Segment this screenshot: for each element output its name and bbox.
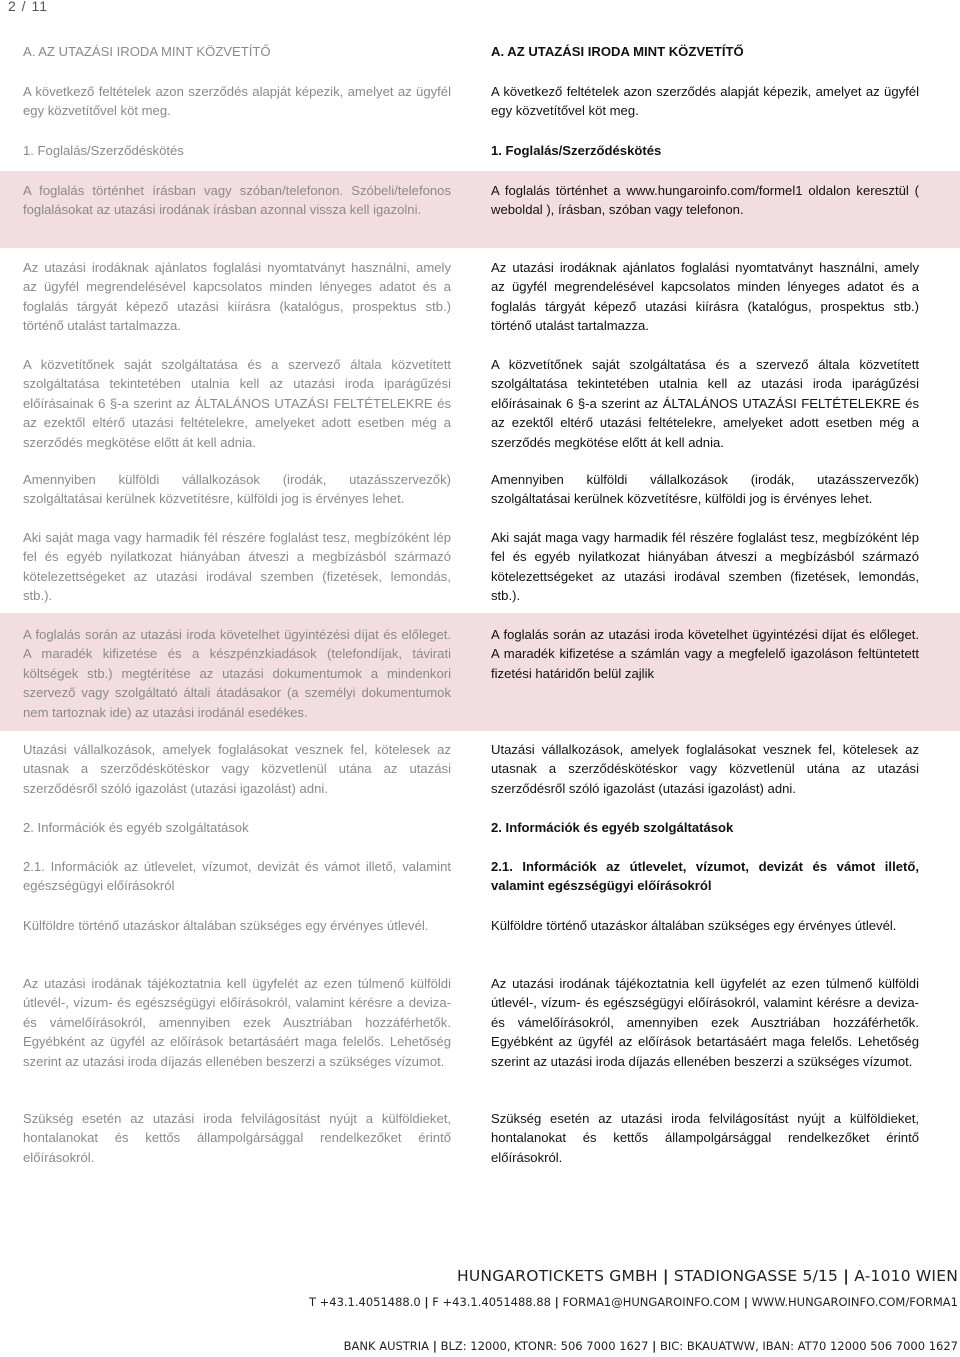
footer-separator: | (424, 1295, 429, 1309)
right-paragraph-third-party: Aki saját maga vagy harmadik fél részére foglalást tesz, megbízóként lép fel és egyéb nyilatkozat hiányában átveszi a megbízásból származó kötelezettségeket az utazási irodával szemben (fizetések, lemondás, stb.). (491, 530, 919, 604)
footer-contact (309, 1295, 958, 1309)
right-section-1-title: 1. Foglalás/Szerződéskötés (491, 143, 662, 158)
footer-separator: | (432, 1339, 437, 1353)
footer-bank (344, 1339, 958, 1353)
left-paragraph-form: Az utazási irodáknak ajánlatos foglalási nyomtatványt használni, amely az ügyfél megrendelésével kapcsolatos minden lényeges adatot és a foglalás tárgyát képező utazási kiírásra (katalógus, prospektus stb.) történő utalást tartalmazza. (23, 260, 451, 334)
footer-company-name: HUNGAROTICKETS GMBH (457, 1267, 658, 1285)
right-section-2-title: 2. Információk és egyéb szolgáltatások (491, 820, 734, 835)
footer-city: A-1010 WIEN (854, 1267, 958, 1285)
page-number: 2 / 11 (8, 0, 48, 14)
footer-separator: | (662, 1267, 669, 1285)
footer-company-address (457, 1267, 958, 1285)
footer-bank-account: BLZ: 12000, KTONR: 506 7000 1627 (440, 1339, 649, 1353)
footer-separator: | (843, 1267, 850, 1285)
left-paragraph-third-party: Aki saját maga vagy harmadik fél részére foglalást tesz, megbízóként lép fel és egyéb nyilatkozat hiányában átveszi a megbízásból származó kötelezettségeket az utazási irodával szemben (fizetések, lemondás, stb.). (23, 530, 451, 604)
footer-fax: F +43.1.4051488.88 (432, 1295, 551, 1309)
footer-bank-name: BANK AUSTRIA (343, 1339, 430, 1353)
footer-website-link[interactable]: WWW.HUNGAROINFO.COM/FORMA1 (751, 1295, 958, 1309)
right-paragraph-booking: A foglalás történhet a www.hungaroinfo.com/formel1 oldalon keresztül ( weboldal ), írásban, szóban vagy telefonon. (491, 183, 919, 218)
right-paragraph-foreign: Amennyiben külföldi vállalkozások (irodák, utazásszervezők) szolgáltatásai kerülnek közvetítésre, külföldi jog is érvényes lehet. (491, 472, 919, 507)
left-paragraph-passport: Külföldre történő utazáskor általában szükséges egy érvényes útlevél. (23, 918, 429, 933)
footer-email-link[interactable]: FORMA1@HUNGAROINFO.COM (562, 1295, 741, 1309)
footer-street: STADIONGASSE 5/15 (673, 1267, 839, 1285)
left-paragraph-service: A közvetítőnek saját szolgáltatása és a szervező általa közvetített szolgáltatása tekintetében utalnia kell az utazási iroda iparágűzési előírásainak 6 §-a szerint az ÁLTALÁNOS UTAZÁSI FELTÉTELEKRE és az ezektől eltérő utazási feltételekre, amelyeket adott esetben még a szerződés megkötése előtt át kell adnia. (23, 357, 451, 450)
left-paragraph-confirmation: Utazási vállalkozások, amelyek foglalásokat vesznek fel, kötelesek az utasnak a szerződéskötéskor vagy közvetlenül utána az utazási szerződésről szóló igazolást (utazási igazolást) adni. (23, 742, 451, 796)
right-paragraph-confirmation: Utazási vállalkozások, amelyek foglalásokat vesznek fel, kötelesek az utasnak a szerződéskötéskor vagy közvetlenül utána az utazási szerződésről szóló igazolást (utazási igazolást) adni. (491, 742, 919, 796)
left-section-2-title: 2. Információk és egyéb szolgáltatások (23, 820, 249, 835)
right-paragraph-dual-citizenship: Szükség esetén az utazási iroda felvilágosítást nyújt a külföldieket, hontalanokat és kettős állampolgársággal rendelkezőket érintő előírásokról. (491, 1111, 919, 1165)
right-paragraph-fee: A foglalás során az utazási iroda követelhet ügyintézési díjat és előleget. A maradék kifizetése a számlán vagy a megfelelő igazoláson feltüntetett fizetési határidőn belül zajlik (491, 627, 919, 681)
footer-separator: | (554, 1295, 559, 1309)
left-heading: A. AZ UTAZÁSI IRODA MINT KÖZVETÍTŐ (23, 44, 271, 59)
left-paragraph-foreign: Amennyiben külföldi vállalkozások (irodák, utazásszervezők) szolgáltatásai kerülnek közvetítésre, külföldi jog is érvényes lehet. (23, 472, 451, 507)
footer-separator: | (652, 1339, 657, 1353)
right-heading: A. AZ UTAZÁSI IRODA MINT KÖZVETÍTŐ (491, 44, 744, 59)
right-paragraph-form: Az utazási irodáknak ajánlatos foglalási nyomtatványt használni, amely az ügyfél megrendelésével kapcsolatos minden lényeges adatot és a foglalás tárgyát képező utazási kiírásra (katalógus, prospektus stb.) történő utalást tartalmazza. (491, 260, 919, 334)
left-paragraph-dual-citizenship: Szükség esetén az utazási iroda felvilágosítást nyújt a külföldieket, hontalanokat és kettős állampolgársággal rendelkezőket érintő előírásokról. (23, 1111, 451, 1165)
footer-separator: | (743, 1295, 748, 1309)
right-paragraph-passport: Külföldre történő utazáskor általában szükséges egy érvényes útlevél. (491, 918, 897, 933)
right-section-2-1-title: 2.1. Információk az útlevelet, vízumot, devizát és vámot illető, valamint egészségügyi előírásokról (491, 859, 919, 894)
footer-phone: T +43.1.4051488.0 (308, 1295, 421, 1309)
footer-bank-iban: BIC: BKAUATWW, IBAN: AT70 12000 506 7000 1627 (659, 1339, 958, 1353)
left-paragraph-booking: A foglalás történhet írásban vagy szóban/telefonon. Szóbeli/telefonos foglalásokat az utazási irodának írásban azonnal vissza kell igazolni. (23, 183, 451, 218)
left-paragraph-inform: Az utazási irodának tájékoztatnia kell ügyfelét az ezen túlmenő külföldi útlevél-, vízum- és egészségügyi előírásokról, valamint kérésre a deviza- és vámelőírásokról, amennyiben ezek Ausztriában hozzáférhetők. Egyébként az ügyfél az előírások betartásáért maga felelős. Lehetőség szerint az utazási iroda díjazás ellenében beszerzi a szükséges vízumot. (23, 976, 451, 1069)
left-paragraph-fee: A foglalás során az utazási iroda követelhet ügyintézési díjat és előleget. A maradék kifizetése és a készpénzkiadások (telefondíjak, távirati költségek stb.) megtérítése az utazási dokumentumok a mindenkori szervező vagy szolgáltató általi átadásakor (a személyi dokumentumok nem tartoznak ide) az utazási irodánál esedékes. (23, 627, 451, 720)
right-paragraph-service: A közvetítőnek saját szolgáltatása és a szervező általa közvetített szolgáltatása tekintetében utalnia kell az utazási iroda iparágűzési előírásainak 6 §-a szerint az ÁLTALÁNOS UTAZÁSI FELTÉTELEKRE és az ezektől eltérő utazási feltételekre, amelyeket adott esetben még a szerződés megkötése előtt át kell adnia. (491, 357, 919, 450)
right-paragraph-inform: Az utazási irodának tájékoztatnia kell ügyfelét az ezen túlmenő külföldi útlevél-, vízum- és egészségügyi előírásokról, valamint kérésre a deviza- és vámelőírásokról, amennyiben ezek Ausztriában hozzáférhetők. Egyébként az ügyfél az előírások betartásáért maga felelős. Lehetőség szerint az utazási iroda díjazás ellenében beszerzi a szükséges vízumot. (491, 976, 919, 1069)
left-intro: A következő feltételek azon szerződés alapját képezik, amelyet az ügyfél egy közvetítővel köt meg. (23, 84, 451, 119)
left-section-2-1-title: 2.1. Információk az útlevelet, vízumot, devizát és vámot illető, valamint egészségügyi előírásokról (23, 859, 451, 894)
right-intro: A következő feltételek azon szerződés alapját képezik, amelyet az ügyfél egy közvetítővel köt meg. (491, 84, 919, 119)
left-section-1-title: 1. Foglalás/Szerződéskötés (23, 143, 184, 158)
